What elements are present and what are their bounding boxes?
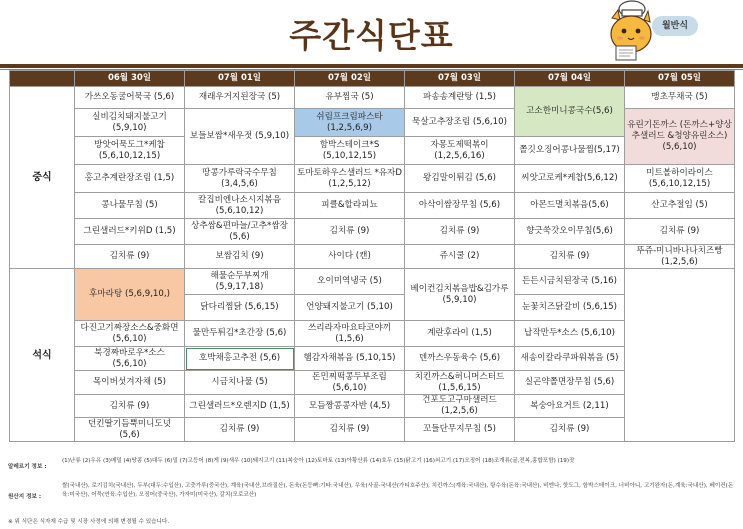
menu-cell-empty <box>625 269 735 442</box>
menu-cell: 뚜쥬-미니바나나치즈빵 (1,2,5,6) <box>625 245 735 269</box>
menu-cell: 김치류 (9) <box>75 245 185 269</box>
menu-cell: 재래우거지된장국 (5) <box>185 87 295 109</box>
menu-cell: 눈꽃치즈닭갈비 (5,6,15) <box>515 295 625 321</box>
menu-cell: 함박스테이크*S (5,10,12,15) <box>295 137 405 165</box>
menu-cell: 사이다 (캔) <box>295 245 405 269</box>
menu-cell: 북경짜바로우*소스 (5,6,10) <box>75 347 185 371</box>
menu-cell: 김치류 (9) <box>515 245 625 269</box>
menu-cell: 시금치나물 (5) <box>185 371 295 395</box>
menu-cell: 다진고기짜장소스&중화면 (5,6,10) <box>75 321 185 347</box>
menu-cell: 김치류 (9) <box>625 219 735 245</box>
menu-cell: 맹초무채국 (5) <box>625 87 735 109</box>
lunch-row <box>10 165 735 193</box>
menu-cell: 땅콩가루락국수무침 (3,4,5,6) <box>185 165 295 193</box>
date-header: 07월 05일 <box>625 71 735 87</box>
meal-label-lunch: 중식 <box>10 87 75 269</box>
menu-cell: 김치류 (9) <box>185 418 295 442</box>
menu-cell: 오이미역냉국 (5) <box>295 269 405 295</box>
menu-cell: 씨앗고로케*케찹(5,6,12) <box>515 165 625 193</box>
menu-cell: 든든시금치된장국 (5,16) <box>515 269 625 295</box>
menu-cell: 김치류 (9) <box>515 418 625 442</box>
menu-cell: 새송이칼라쿠파워볶음 (5) <box>515 347 625 371</box>
menu-cell: 쥬시쿨 (2) <box>405 245 515 269</box>
date-header: 07월 01일 <box>185 71 295 87</box>
menu-cell: 산고추절임 (5) <box>625 193 735 219</box>
menu-cell: 꼬들단무지무침 (5) <box>405 418 515 442</box>
menu-cell-highlight: 고소한미니콩국수(5,6) <box>515 87 625 137</box>
menu-cell: 치킨까스&허니머스터드 (1,5,6,15) <box>405 371 515 395</box>
lunch-row <box>10 193 735 219</box>
menu-cell: 베이컨김치볶음밥&김가루 (5,9,10) <box>405 269 515 321</box>
date-header: 07월 03일 <box>405 71 515 87</box>
menu-cell: 상추쌈&편마늘/고추*쌈장 (5,6) <box>185 219 295 245</box>
dinner-row <box>10 269 735 295</box>
menu-cell: 덴까스우동육수 (5,6) <box>405 347 515 371</box>
menu-cell: 납작만두*소스 (5,6,10) <box>515 321 625 347</box>
menu-cell-highlight: 호박채홍고추전 (5,6) <box>185 347 295 371</box>
page-title: 주간식단표 <box>289 16 454 55</box>
date-header: 07월 04일 <box>515 71 625 87</box>
menu-cell-highlight: 후마라탕 (5,6,9,10,) <box>75 269 185 321</box>
menu-cell: 그린샐러드*오렌지D (1,5) <box>185 395 295 418</box>
menu-cell: 가쓰오동굴어묵국 (5,6) <box>75 87 185 109</box>
origin-label: 원산지 정보 : <box>8 494 42 500</box>
weekly-menu-table <box>9 70 735 442</box>
menu-cell: 쫄깃오징어콩나물찜(5,17) <box>515 137 625 165</box>
lunch-row <box>10 109 735 137</box>
menu-cell: 아몬드멸치볶음(5,6) <box>515 193 625 219</box>
menu-cell: 아삭이쌈장무침 (5,6) <box>405 193 515 219</box>
menu-cell: 돈민찌떡콩두부조림 (5,6,10) <box>295 371 405 395</box>
header-corner <box>10 71 75 87</box>
meal-label-dinner: 석식 <box>10 269 75 442</box>
menu-type-badge: 월반식 <box>652 16 698 36</box>
allergy-label: 알레르기 정보 : <box>8 464 47 470</box>
menu-cell: 그린샐러드*키위D (1,5) <box>75 219 185 245</box>
menu-cell: 모듬짱콩콩자반 (4,5) <box>295 395 405 418</box>
menu-cell: 목이버섯겨자채 (5) <box>75 371 185 395</box>
date-header-row <box>10 71 735 87</box>
menu-cell: 김치류 (9) <box>405 219 515 245</box>
origin-text: 쌀(국내산), 로기김치(국내산), 두부(대두:수입산), 고춧가루(중국산), 계육(국내산,브라질산), 돈육(돈등뼈:기타:국내산), 우육(사골-국내산(가티호주산), 치킨까스(계육:국내산), 탕수육(돈육:국내산), 비엔나, 핫도그, 함박스테이크, 너비아니, 고기완자(돈,계육:국내산), 베이컨(돈육:미국산), 어묵(연육:수입산), 오징어(중국산), 가자미(미국산), 갈치(모로코산) <box>62 483 734 498</box>
menu-cell: 보들보쌈*새우젓 (5,9,10) <box>185 109 295 165</box>
menu-cell: 던킨딸기듬뿍미니도넛 (5,6) <box>75 418 185 442</box>
date-header: 06월 30일 <box>75 71 185 87</box>
menu-cell: 미트볼하이라이스 (5,6,10,12,15) <box>625 165 735 193</box>
menu-cell: 실비김치돼지불고기 (5,9,10) <box>75 109 185 137</box>
menu-cell: 피클&할라피뇨 <box>295 193 405 219</box>
menu-cell: 해물순두부찌개 (5,9,17,18) <box>185 269 295 295</box>
menu-cell: 홍고추계란장조림 (1,5) <box>75 165 185 193</box>
lunch-row <box>10 87 735 109</box>
menu-cell: 언양돼지불고기 (5,10) <box>295 295 405 321</box>
menu-cell: 묵살고추장조림 (5,6,10) <box>405 109 515 137</box>
allergy-text: (1)난류 (2)우유 (3)메밀 (4)땅콩 (5)대두 (6)밀 (7)고등어 (8)게 (9)새우 (10)돼지고기 (11)복숭아 (12)토마토 (13)아황산류 (14)호두 (15)닭고기 (16)쇠고기 (17)오징어 (18)조개류(굴,전복,홍합포함) (19)잣 <box>62 458 575 464</box>
menu-cell: 방앗어묵도그*케찹 (5,6,10,12,15) <box>75 137 185 165</box>
menu-cell: 복숭아요거트 (2,11) <box>515 395 625 418</box>
footnote: ※ 위 식단은 식자재 수급 및 시장 사정에 의해 변경될 수 있습니다. <box>8 519 170 525</box>
lunch-row <box>10 245 735 269</box>
menu-cell: 왕김말이튀김 (5,6) <box>405 165 515 193</box>
menu-cell: 콩나물무침 (5) <box>75 193 185 219</box>
menu-cell-highlight: 쉬림프크림파스타 (1,2,5,6,9) <box>295 109 405 137</box>
menu-cell: 유부찜국 (5) <box>295 87 405 109</box>
menu-cell: 김치류 (9) <box>75 395 185 418</box>
menu-cell: 물만두튀김*초간장 (5,6) <box>185 321 295 347</box>
menu-cell: 파송송계란탕 (1,5) <box>405 87 515 109</box>
menu-cell: 토마토하우스샐러드 *유자D (1,2,5,12) <box>295 165 405 193</box>
lunch-row <box>10 219 735 245</box>
menu-cell: 햄감자채볶음 (5,10,15) <box>295 347 405 371</box>
chef-cat-mascot-icon <box>598 0 658 62</box>
menu-cell: 실곤약쫄면장무침 (5,6) <box>515 371 625 395</box>
menu-cell-highlight: 유린기돈까스 (돈까스+양상추샐러드 &청양유린소스) (5,6,10) <box>625 109 735 165</box>
menu-cell: 계란후라이 (1,5) <box>405 321 515 347</box>
menu-cell: 쓰리라자마요타코야끼 (1,5,6) <box>295 321 405 347</box>
menu-cell: 자몽도제떡볶이 (1,2,5,6,16) <box>405 137 515 165</box>
menu-cell: 김치류 (9) <box>295 418 405 442</box>
header <box>0 0 743 66</box>
menu-cell: 김치류 (9) <box>295 219 405 245</box>
menu-cell: 칼집비엔나소시지볶음 (5,6,10,12) <box>185 193 295 219</box>
menu-cell: 향긋쑥갓오이무침(5,6) <box>515 219 625 245</box>
date-header: 07월 02일 <box>295 71 405 87</box>
header-divider <box>0 64 743 68</box>
menu-cell: 보쌈김치 (9) <box>185 245 295 269</box>
menu-cell: 건포도고구마샐러드 (1,2,5,6) <box>405 395 515 418</box>
menu-cell: 닭다리찜닭 (5,6,15) <box>185 295 295 321</box>
